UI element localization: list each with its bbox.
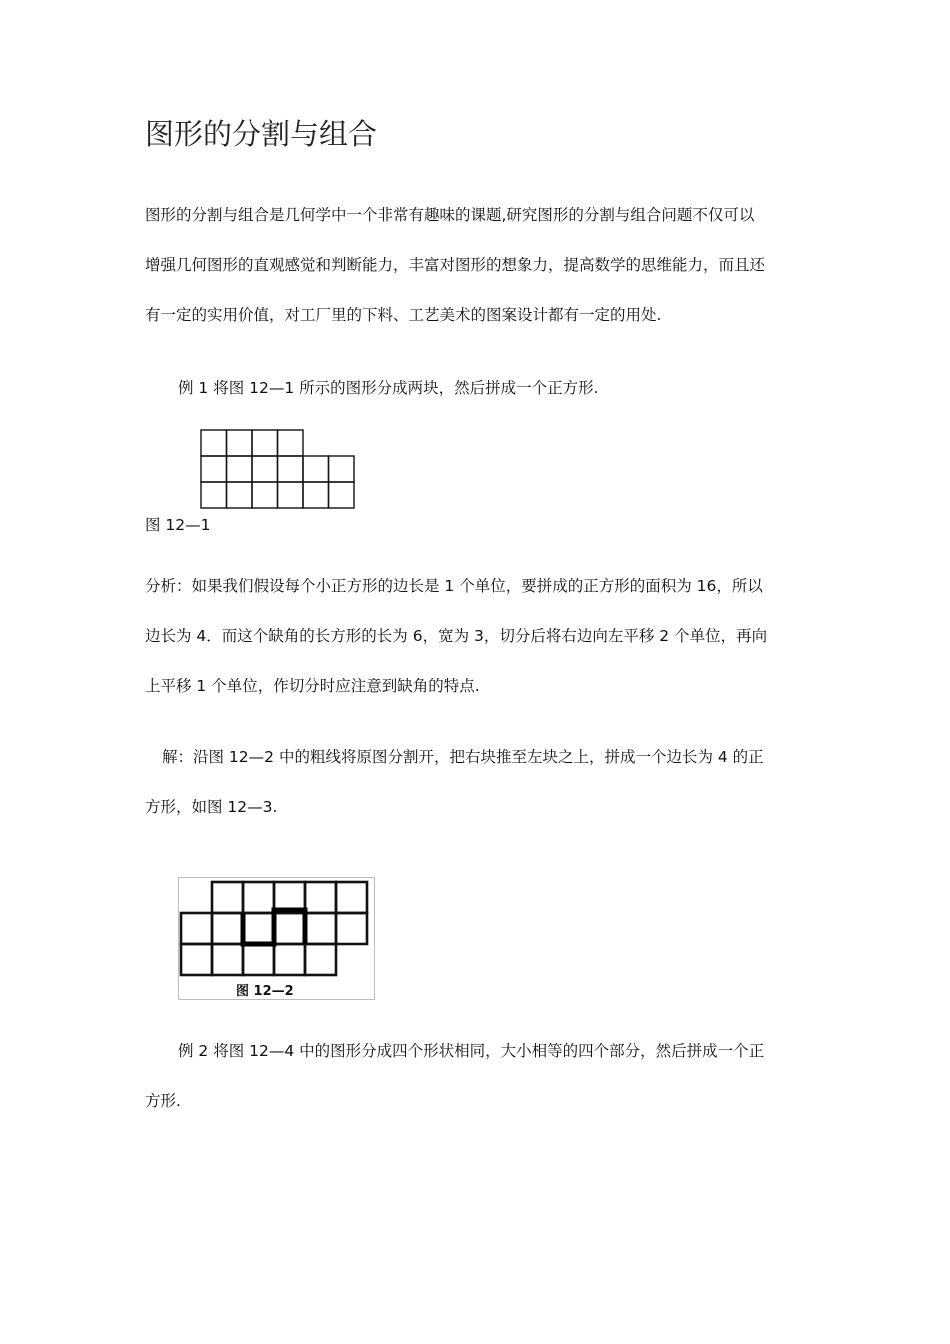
example-2-line-1: 例 2 将图 12—4 中的图形分成四个形状相同，大小相等的四个部分，然后拼成一个正: [178, 1042, 765, 1060]
grid-cell: [227, 430, 253, 456]
grid-cell: [278, 430, 304, 456]
example-1-text: 例 1 将图 12—1 所示的图形分成两块，然后拼成一个正方形.: [178, 379, 599, 397]
intro-line-1: 图形的分割与组合是几何学中一个非常有趣味的课题,研究图形的分割与组合问题不仅可以: [145, 206, 755, 224]
figure-12-1-caption: 图 12—1: [145, 516, 211, 534]
grid-cell: [252, 430, 278, 456]
intro-line-3: 有一定的实用价值，对工厂里的下料、工艺美术的图案设计都有一定的用处.: [145, 306, 662, 324]
grid-cell: [303, 482, 329, 508]
grid-cell: [303, 456, 329, 482]
intro-line-2: 增强几何图形的直观感觉和判断能力，丰富对图形的想象力，提高数学的思维能力，而且还: [145, 256, 766, 274]
grid-cell: [278, 456, 304, 482]
grid-cell: [329, 456, 355, 482]
analysis-line-1: 分析：如果我们假设每个小正方形的边长是 1 个单位，要拼成的正方形的面积为 16，所以: [145, 577, 763, 595]
figure-12-2-label: 图 12—2: [236, 984, 294, 999]
grid-cell: [252, 482, 278, 508]
example-2-line-2: 方形.: [145, 1092, 181, 1110]
grid-cell: [252, 456, 278, 482]
analysis-line-2: 边长为 4．而这个缺角的长方形的长为 6，宽为 3，切分后将右边向左平移 2 个单位，再向: [145, 627, 768, 645]
grid-cell: [227, 456, 253, 482]
solution-line-2: 方形，如图 12—3.: [145, 798, 278, 816]
figure-12-1-grid: [200, 429, 356, 511]
analysis-line-3: 上平移 1 个单位，作切分时应注意到缺角的特点.: [145, 677, 480, 695]
grid-cell: [201, 456, 227, 482]
grid-cell: [227, 482, 253, 508]
grid-cell: [278, 482, 304, 508]
solution-line-1: 解：沿图 12—2 中的粗线将原图分割开，把右块推至左块之上，拼成一个边长为 4 的正: [162, 748, 764, 766]
figure-12-2-image: [178, 877, 376, 1001]
page-title: 图形的分割与组合: [145, 117, 378, 151]
grid-cell: [329, 482, 355, 508]
grid-cell: [201, 430, 227, 456]
grid-cell: [201, 482, 227, 508]
